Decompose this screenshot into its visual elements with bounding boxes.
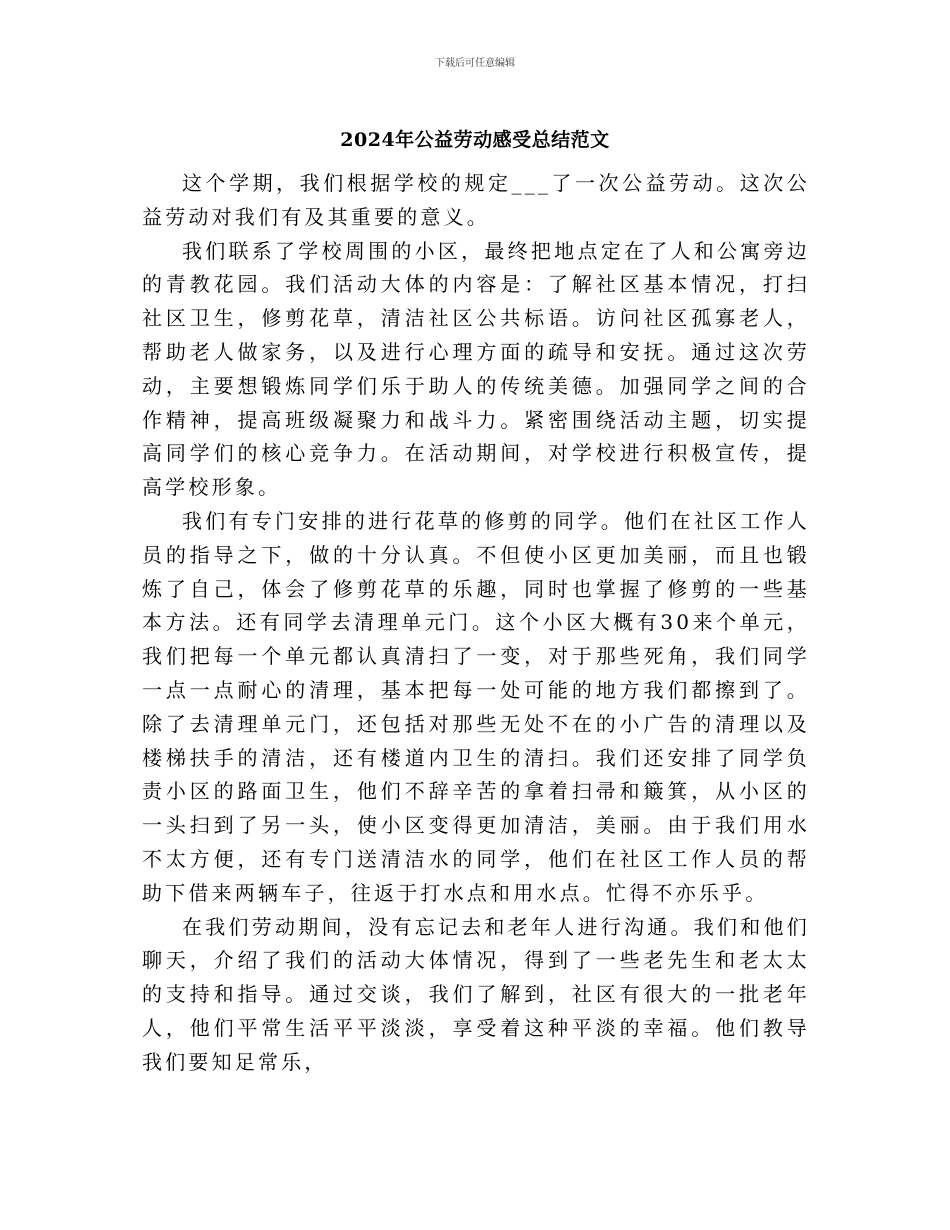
- paragraph: 我们有专门安排的进行花草的修剪的同学。他们在社区工作人员的指导之下，做的十分认真。不但使小区更加美丽，而且也锻炼了自己，体会了修剪花草的乐趣，同时也掌握了修剪的一些基本方法。还有同学去清理单元门。这个小区大概有30来个单元，我们把每一个单元都认真清扫了一变，对于那些死角，我们同学一点一点耐心的清理，基本把每一处可能的地方我们都擦到了。除了去清理单元门，还包括对那些无处不在的小广告的清理以及楼梯扶手的清洁，还有楼道内卫生的清扫。我们还安排了同学负责小区的路面卫生，他们不辞辛苦的拿着扫帚和簸箕，从小区的一头扫到了另一头，使小区变得更加清洁，美丽。由于我们用水不太方便，还有专门送清洁水的同学，他们在社区工作人员的帮助下借来两辆车子，往返于打水点和用水点。忙得不亦乐乎。: [142, 508, 810, 905]
- header-note: 下载后可任意编辑: [435, 58, 515, 69]
- document-body: [142, 167, 810, 1080]
- paragraph: 在我们劳动期间，没有忘记去和老年人进行沟通。我们和他们聊天，介绍了我们的活动大体情况，得到了一些老先生和老太太的支持和指导。通过交谈，我们了解到，社区有很大的一批老年人，他们平常生活平平淡淡，享受着这种平淡的幸福。他们教导我们要知足常乐，: [142, 914, 810, 1074]
- paragraph: 这个学期，我们根据学校的规定___了一次公益劳动。这次公益劳动对我们有及其重要的意义。: [142, 171, 810, 229]
- paragraph: 我们联系了学校周围的小区，最终把地点定在了人和公寓旁边的青教花园。我们活动大体的内容是：了解社区基本情况，打扫社区卫生，修剪花草，清洁社区公共标语。访问社区孤寡老人，帮助老人做家务，以及进行心理方面的疏导和安抚。通过这次劳动，主要想锻炼同学们乐于助人的传统美德。加强同学之间的合作精神，提高班级凝聚力和战斗力。紧密围绕活动主题，切实提高同学们的核心竞争力。在活动期间，对学校进行积极宣传，提高学校形象。: [142, 238, 810, 500]
- document-title: 2024年公益劳动感受总结范文: [340, 129, 610, 151]
